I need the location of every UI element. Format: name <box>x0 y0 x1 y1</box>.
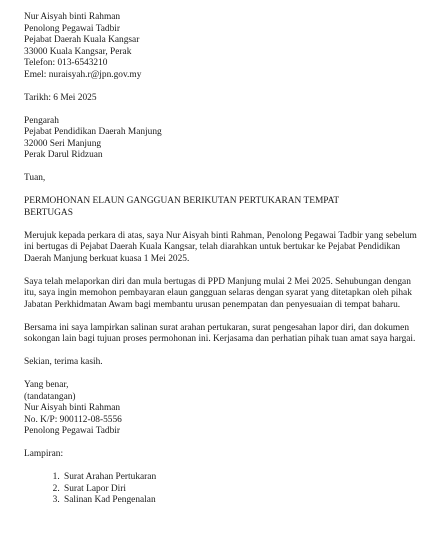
subject-line-1: PERMOHONAN ELAUN GANGGUAN BERIKUTAN PERTUKARAN TEMPAT <box>24 196 340 206</box>
paragraph-1: Merujuk kepada perkara di atas, saya Nur Aisyah binti Rahman, Penolong Pegawai Tadbir yang sebelum ini bertugas di Pejabat Daerah Kuala Kangsar, telah diarahkan untuk bertukar ke Pejabat Pendidikan Daerah Manjung berkuat kuasa 1 Mei 2025. <box>24 230 417 264</box>
subject-line-2: BERTUGAS <box>24 207 73 218</box>
closing-title: Penolong Pegawai Tadbir <box>24 426 121 436</box>
recipient-office: Pejabat Pendidikan Daerah Manjung <box>24 127 162 137</box>
sender-address: 33000 Kuala Kangsar, Perak <box>24 46 132 57</box>
sender-name: Nur Aisyah binti Rahman <box>24 12 121 22</box>
closing-name: Nur Aisyah binti Rahman <box>24 403 121 413</box>
sender-phone: Telefon: 013-6543210 <box>24 58 108 68</box>
paragraph-4: Sekian, terima kasih. <box>24 357 103 367</box>
paragraph-2: Saya telah melaporkan diri dan mula bertugas di PPD Manjung mulai 2 Mei 2025. Sehubungan dengan itu, saya ingin memohon pembayaran elaun gangguan selaras dengan syarat yang ditetapkan oleh pihak Jabatan Perkhidmatan Awam bagi membantu urusan penempatan dan penyesuaian di tempat baharu. <box>24 276 412 310</box>
subject <box>24 196 419 219</box>
attachments-heading: Lampiran: <box>24 449 64 459</box>
attachment-item: 3. Salinan Kad Pengenalan <box>62 495 419 507</box>
recipient-title: Pengarah <box>24 115 59 126</box>
sender-block <box>24 12 419 81</box>
signature-note: (tandatangan) <box>24 391 76 402</box>
sender-title: Penolong Pegawai Tadbir <box>24 23 121 34</box>
sender-office: Pejabat Daerah Kuala Kangsar <box>24 35 140 45</box>
letter-date: Tarikh: 6 Mei 2025 <box>24 92 97 103</box>
recipient-address: 32000 Seri Manjung <box>24 138 102 149</box>
valediction: Yang benar, <box>24 380 69 390</box>
attachment-item: 2. Surat Lapor Diri <box>62 484 419 496</box>
paragraph-3: Bersama ini saya lampirkan salinan surat arahan pertukaran, surat pengesahan lapor diri, dan dokumen sokongan lain bagi tujuan proses permohonan ini. Kerjasama dan perhatian pihak tuan amat saya hargai. <box>24 322 416 344</box>
sender-email: Emel: nuraisyah.r@jpn.gov.my <box>24 69 142 80</box>
letter <box>24 12 419 507</box>
salutation: Tuan, <box>24 173 46 183</box>
closing-block <box>24 380 419 438</box>
attachments-list <box>24 472 419 507</box>
attachment-item: 1. Surat Arahan Pertukaran <box>62 472 419 484</box>
recipient-block <box>24 116 419 162</box>
closing-ic: No. K/P: 900112-08-5556 <box>24 414 122 425</box>
recipient-state: Perak Darul Ridzuan <box>24 150 103 160</box>
